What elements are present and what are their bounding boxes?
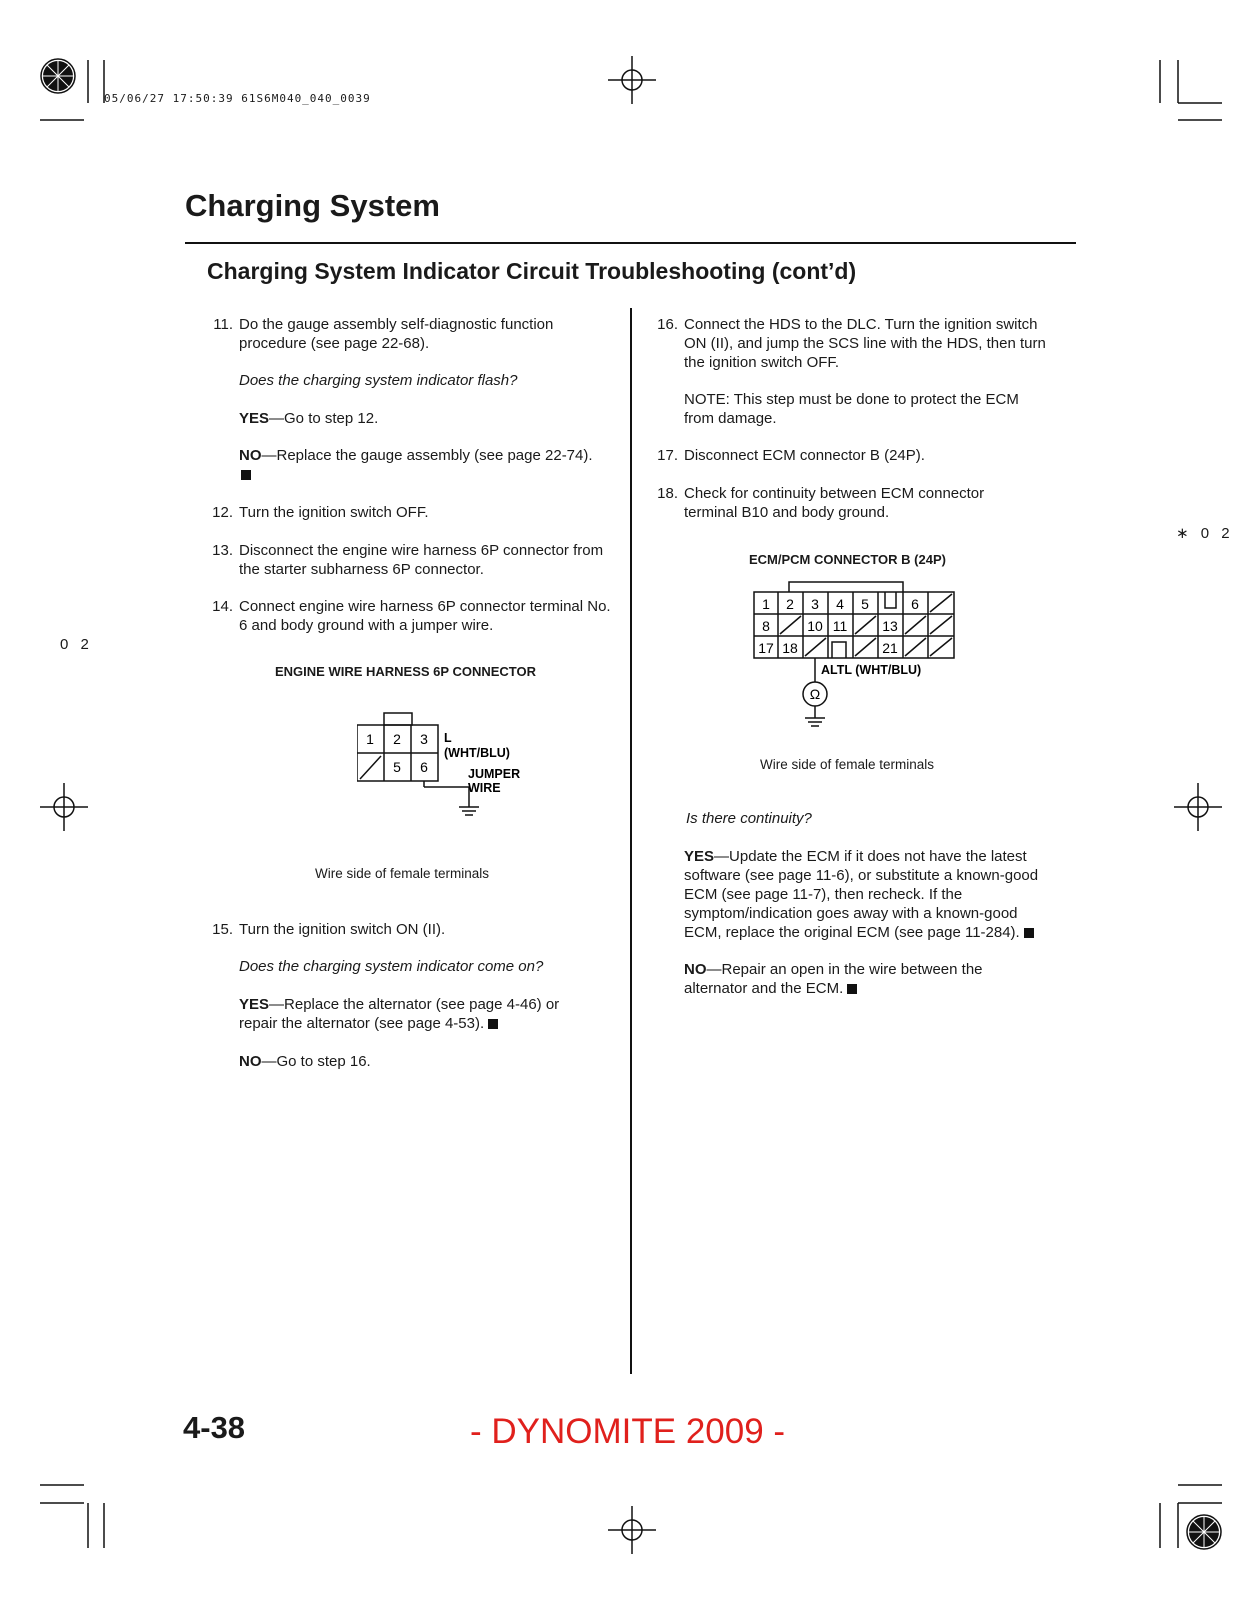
end-mark-icon [488, 1019, 498, 1029]
step-15-question: Does the charging system indicator come on? [239, 958, 544, 975]
pin-13: 13 [882, 618, 898, 634]
page-number: 4-38 [183, 1410, 246, 1445]
registration-target-icon [41, 59, 75, 93]
pin-3: 3 [420, 731, 428, 747]
pin-17: 17 [758, 640, 774, 656]
diagram-1-caption: Wire side of female terminals [315, 866, 490, 881]
step-11-no: NO—Replace the gauge assembly (see page 22-74). [239, 446, 619, 484]
step-18: 18. Check for continuity between ECM connector terminal B10 and body ground. [657, 485, 985, 521]
page-title: Charging System [185, 188, 440, 223]
left-margin-mark: 0 2 [60, 636, 93, 653]
step-11-question: Does the charging system indicator flash? [239, 372, 518, 389]
continuity-no: NO—Repair an open in the wire between the alternator and the ECM. [684, 961, 983, 997]
pin-2: 2 [786, 596, 794, 612]
pin-10: 10 [807, 618, 823, 634]
pin-18: 18 [782, 640, 798, 656]
registration-target-icon [1187, 1515, 1221, 1549]
pin-11: 11 [832, 618, 848, 634]
right-column [652, 0, 1062, 1100]
end-mark-icon [241, 470, 251, 480]
jumper-label-1: JUMPER [468, 767, 521, 781]
pin-8: 8 [762, 618, 770, 634]
altl-wire-label: ALTL (WHT/BLU) [821, 663, 922, 677]
watermark: - DYNOMITE 2009 - [470, 1412, 786, 1451]
pin-2: 2 [393, 731, 401, 747]
jumper-label-2: WIRE [468, 781, 501, 795]
step-15: 15. Turn the ignition switch ON (II). [212, 921, 446, 938]
wire-label-color: (WHT/BLU) [444, 746, 510, 760]
diagram-2-title: ECM/PCM CONNECTOR B (24P) [749, 552, 946, 567]
pin-1: 1 [762, 596, 770, 612]
pin-6: 6 [420, 759, 428, 775]
pin-6: 6 [911, 596, 919, 612]
diagram-2-caption: Wire side of female terminals [760, 757, 935, 772]
step-11: 11. Do the gauge assembly self-diagnostic function procedure (see page 22-68). [213, 316, 554, 352]
engine-6p-connector-diagram [357, 705, 597, 840]
step-16-note: NOTE: This step must be done to protect the ECM from damage. [684, 391, 1019, 427]
pin-5: 5 [393, 759, 401, 775]
pin-4: 4 [836, 596, 844, 612]
end-mark-icon [1024, 928, 1034, 938]
pin-5: 5 [861, 596, 869, 612]
step-15-yes: YES—Replace the alternator (see page 4-46) or repair the alternator (see page 4-53). [239, 996, 560, 1032]
wire-label-l: L [444, 731, 452, 745]
pin-1: 1 [366, 731, 374, 747]
end-mark-icon [847, 984, 857, 994]
pin-3: 3 [811, 596, 819, 612]
section-subtitle: Charging System Indicator Circuit Troubleshooting (cont’d) [207, 258, 857, 284]
step-17: 17. Disconnect ECM connector B (24P). [657, 447, 925, 464]
step-16: 16. Connect the HDS to the DLC. Turn the ignition switch ON (II), and jump the SCS line with the HDS, then turn the ignition switch OFF. [657, 316, 1046, 371]
left-column [207, 0, 617, 1100]
step-13: 13. Disconnect the engine wire harness 6P connector from the starter subharness 6P connector. [212, 542, 604, 578]
diagram-1-title: ENGINE WIRE HARNESS 6P CONNECTOR [275, 664, 537, 679]
print-stamp: 05/06/27 17:50:39 61S6M040_040_0039 [104, 92, 371, 105]
pin-21: 21 [882, 640, 898, 656]
ecm-24p-connector-diagram [752, 578, 992, 743]
step-15-no: NO—Go to step 16. [239, 1053, 371, 1070]
continuity-question: Is there continuity? [686, 810, 812, 827]
step-11-yes: YES—Go to step 12. [239, 410, 379, 427]
step-12: 12. Turn the ignition switch OFF. [212, 504, 429, 521]
continuity-yes: YES—Update the ECM if it does not have the latest software (see page 11-6), or substitute a known-good ECM (see page 11-7), then recheck. If the symptom/indication goes away with a known-good ECM, replace the original ECM (see page 11-284). [684, 848, 1039, 941]
step-14: 14. Connect engine wire harness 6P connector terminal No. 6 and body ground with a jumper wire. [212, 598, 611, 634]
ohmmeter-icon: Ω [809, 686, 821, 702]
right-margin-mark: ∗ 0 2 [1176, 525, 1234, 542]
column-divider [630, 308, 632, 1374]
